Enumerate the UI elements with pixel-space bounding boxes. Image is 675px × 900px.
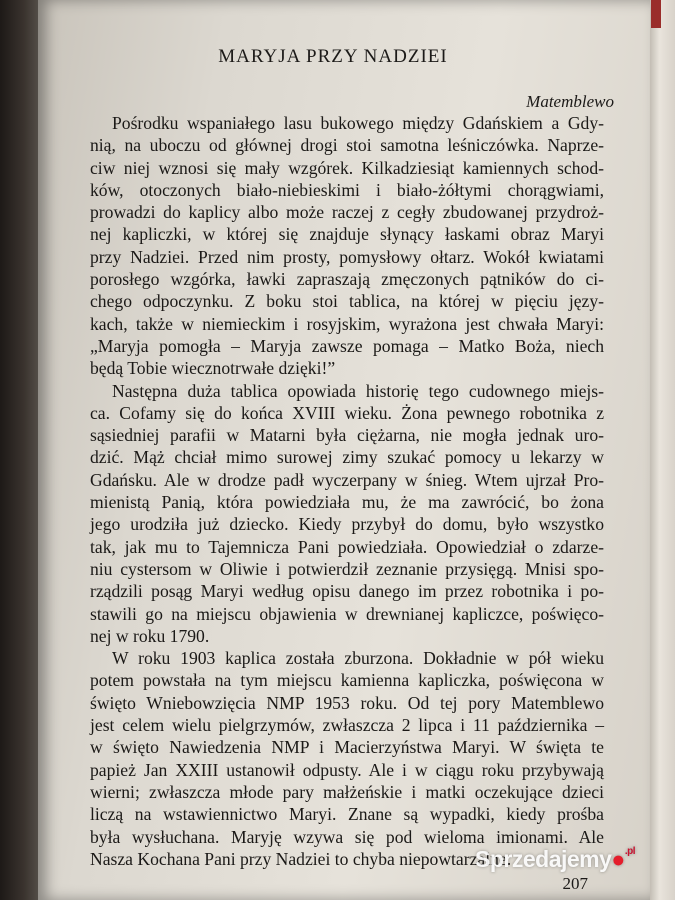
text-line: wierni; zwłaszcza młode pary małżeńskie i matki oczekujące dzieci: [90, 781, 604, 802]
place-name: Matemblewo: [526, 92, 614, 111]
watermark-suffix: .pl: [624, 846, 635, 857]
next-page-edge: [649, 0, 675, 900]
text-line: Następna duża tablica opowiada historię tego cudownego miejs-: [112, 380, 604, 401]
text-line: ciw niej wznosi się mały wzgórek. Kilkadziesiąt kamiennych schod-: [90, 157, 604, 178]
text-line: nią, na uboczu od głównej drogi stoi samotna leśniczówka. Naprze-: [90, 135, 604, 156]
text-line: nej kapliczki, w której się znajduje słynący łaskami obraz Maryi: [90, 224, 604, 245]
text-line: porosłego wzgórka, ławki zapraszają zmęczonych pątników do ci-: [90, 269, 604, 290]
watermark-text: Sprzedajemy: [475, 846, 612, 872]
text-line: Nasza Kochana Pani przy Nadziei to chyba niepowtarzalne.: [90, 848, 512, 869]
watermark-logo: [475, 846, 635, 873]
text-line: potem powstała na tym miejscu kamienna kapliczka, poświęcona w: [90, 670, 604, 691]
page-title: MARYJA PRZY NADZIEI: [218, 46, 448, 67]
text-line: W roku 1903 kaplica została zburzona. Dokładnie w pół wieku: [112, 648, 604, 669]
page-number: 207: [562, 874, 588, 893]
text-line: będą Tobie wiecznotrwałe dzięki!”: [90, 358, 336, 379]
text-line: liczą na wstawiennictwo Maryi. Znane są wypadki, kiedy prośba: [90, 804, 604, 825]
watermark-dot-icon: ●: [611, 846, 625, 872]
text-line: nej w roku 1790.: [90, 625, 210, 646]
text-line: prowadzi do kaplicy albo może raczej z cegły zbudowanej przydroż-: [90, 202, 604, 223]
text-line: jest celem wielu pielgrzymów, zwłaszcza 2 lipca i 11 października –: [90, 715, 604, 736]
text-line: ków, otoczonych biało-niebieskimi i biało-żółtymi chorągwiami,: [90, 179, 604, 200]
text-line: święto Wniebowzięcia NMP 1953 roku. Od tej pory Matemblewo: [90, 692, 604, 713]
text-line: papież Jan XXIII ustanowił odpusty. Ale i w ciągu roku przybywają: [90, 759, 604, 780]
text-line: sąsiedniej parafii w Matarni była ciężarna, nie mogła jednak uro-: [90, 425, 604, 446]
text-line: Pośrodku wspaniałego lasu bukowego między Gdańskiem a Gdy-: [112, 113, 604, 133]
bookmark-ribbon: [651, 0, 661, 28]
text-line: mienistą Panią, która powiedziała mu, że ma zawrócić, bo żona: [90, 492, 604, 513]
book-spine-shadow: [0, 0, 40, 900]
text-line: kach, także w niemieckim i rosyjskim, wyrażona jest chwała Maryi:: [90, 313, 604, 334]
text-line: chego odpoczynku. Z boku stoi tablica, na której w pięciu języ-: [90, 291, 604, 312]
text-line: „Maryja pomogła – Maryja zawsze pomaga – Matko Boża, niech: [90, 335, 604, 356]
text-line: w święto Nawiedzenia NMP i Macierzyństwa Maryi. W święta te: [90, 737, 604, 758]
text-line: Gdańsku. Ale w drodze padł wyczerpany w śnieg. Wtem ujrzał Pro-: [90, 469, 604, 490]
text-line: jego urodziła już dziecko. Kiedy przybył do domu, było wszystko: [90, 514, 604, 535]
text-line: rządzili posąg Maryi według opisu danego im przez robotnika i po-: [90, 581, 604, 602]
text-line: tak, jak mu to Tajemnicza Pani powiedziała. Opowiedział o zdarze-: [90, 536, 604, 557]
text-line: była wysłuchana. Maryję wzywa się pod wieloma imionami. Ale: [90, 826, 604, 847]
book-page: [38, 0, 650, 900]
text-line: stawili go na miejscu objawienia w drewnianej kapliczce, poświęco-: [90, 603, 604, 624]
text-line: przy Nadziei. Przed nim prosty, pomysłowy ołtarz. Wokół kwiatami: [90, 246, 604, 267]
text-line: niu cystersom w Oliwie i potwierdził zeznanie przysięgą. Mnisi spo-: [90, 558, 604, 579]
body-text: [90, 112, 604, 870]
text-line: dzić. Mąż chciał mimo surowej zimy szukać pomocy u lekarzy w: [90, 447, 604, 468]
text-line: ca. Cofamy się do końca XVIII wieku. Żona pewnego robotnika z: [90, 402, 604, 423]
